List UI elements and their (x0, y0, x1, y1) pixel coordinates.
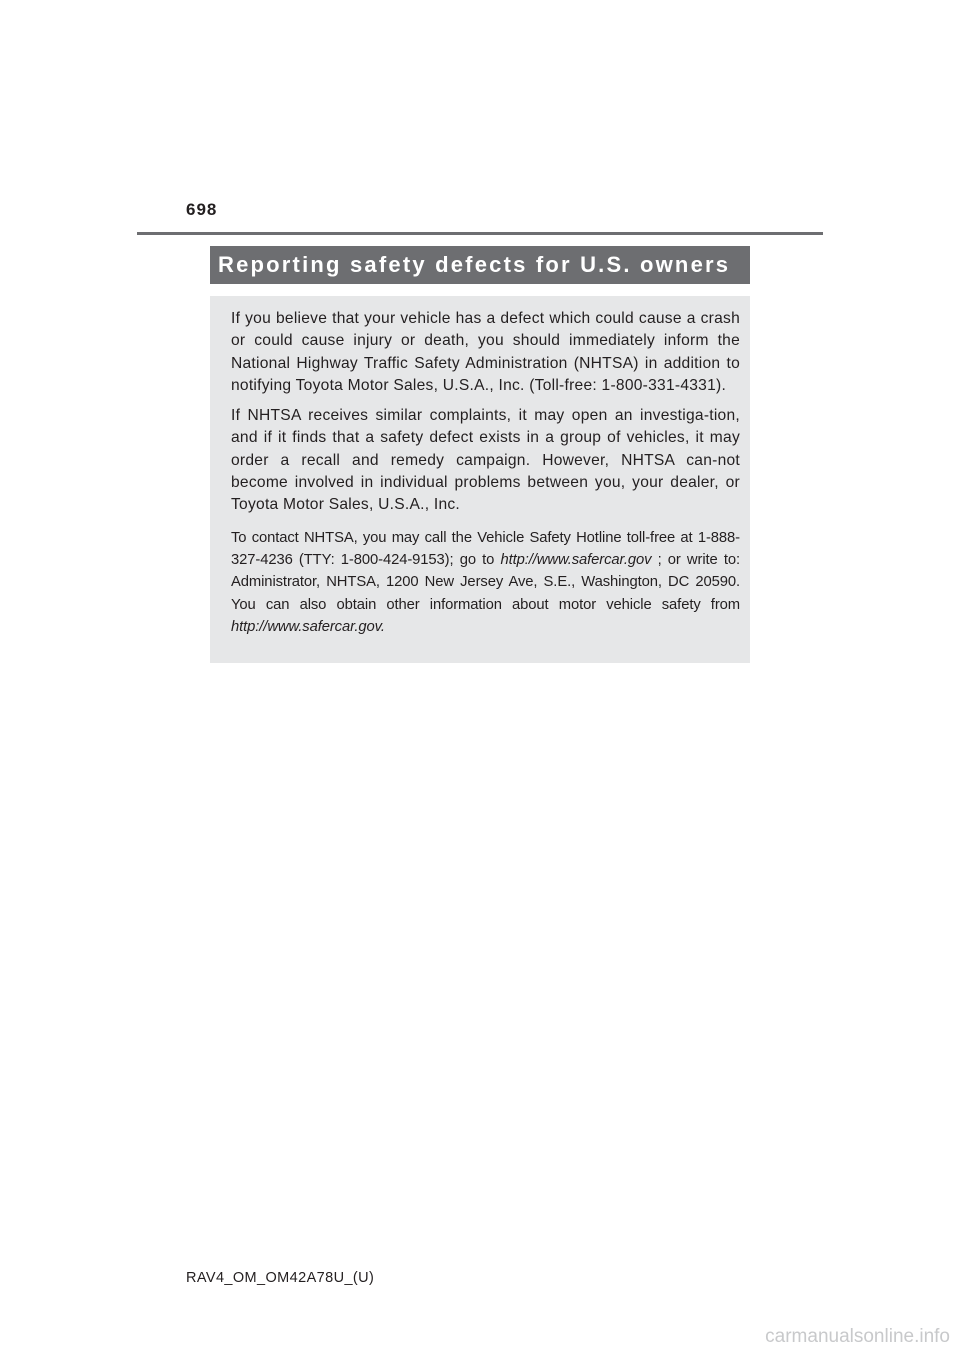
contact-text-2: ; or write to: Administrator, NHTSA, 1200 New Jersey Ave, S.E., Washington, DC 20590. You can also obtain other information about motor vehicle safety from (231, 551, 740, 613)
info-box (210, 296, 750, 663)
contact-text-1: To contact NHTSA, you may call the Vehicle Safety Hotline toll-free at 1-888-327-4236 (TTY: 1-800-424-9153); go to (231, 529, 740, 568)
section-title-bar (210, 246, 750, 284)
paragraph-report-defect: If you believe that your vehicle has a defect which could cause a crash or could cause injury or death, you should immediately inform the National Highway Traffic Safety Administration (NHTSA) in addition to notifying Toyota Motor Sales, U.S.A., Inc. (Toll-free: 1-800-331-4331). (231, 310, 740, 394)
page-number: 698 (186, 200, 218, 219)
section-title: Reporting safety defects for U.S. owners (218, 252, 731, 277)
watermark: carmanualsonline.info (765, 1326, 950, 1347)
safercar-link[interactable]: http://www.safercar.gov (500, 551, 652, 568)
paragraph-contact-nhtsa (231, 527, 740, 638)
paragraph-nhtsa-investigation: If NHTSA receives similar complaints, it may open an investiga-tion, and if it finds that a safety defect exists in a group of vehicles, it may order a recall and remedy campaign. However, NHTSA can-not become involved in individual problems between you, your dealer, or Toyota Motor Sales, U.S.A., Inc. (231, 407, 740, 514)
safercar-link-2[interactable]: http://www.safercar.gov. (231, 618, 385, 635)
header-rule (137, 232, 823, 235)
footer-code: RAV4_OM_OM42A78U_(U) (186, 1270, 375, 1286)
